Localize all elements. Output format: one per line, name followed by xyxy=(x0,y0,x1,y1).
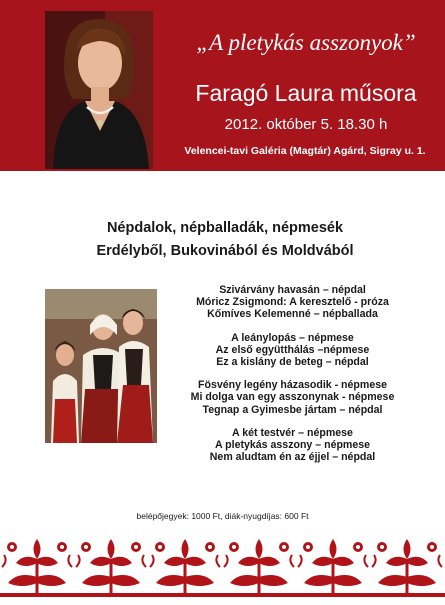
program-group xyxy=(160,379,425,416)
performer-title: Faragó Laura műsora xyxy=(195,80,417,106)
program-group xyxy=(160,284,425,321)
program-list xyxy=(160,284,425,474)
program-item: Móricz Zsigmond: A keresztelő - próza xyxy=(196,296,389,309)
embroidery-border xyxy=(0,533,445,600)
program-group xyxy=(160,332,425,369)
program-item: A pletykás asszony – népmese xyxy=(214,439,371,452)
program-group xyxy=(160,427,425,464)
subtitle-line-2: Erdélyből, Bukovinából és Moldvából xyxy=(96,243,354,259)
program-item: Nem aludtam én az éjjel – népdal xyxy=(209,451,376,464)
program-item: Ez a kislány de beteg – népdal xyxy=(216,356,369,369)
header-banner xyxy=(0,0,445,171)
folk-costume-photo xyxy=(45,289,157,443)
program-item: Kőmíves Kelemenné – népballada xyxy=(207,308,378,321)
program-item: Az első együtthálás –népmese xyxy=(215,343,370,356)
subtitle-line-1: Népdalok, népballadák, népmesék xyxy=(106,220,344,236)
event-tagline: „A pletykás asszonyok” xyxy=(196,30,416,55)
program-item: Tegnap a Gyimesbe jártam – népdal xyxy=(202,403,383,416)
ticket-prices: belépőjegyek: 1000 Ft, diák-nyugdíjas: 600 Ft xyxy=(136,511,309,521)
program-item: A leánylopás – népmese xyxy=(231,331,354,344)
performer-portrait xyxy=(45,11,153,169)
event-venue: Velencei-tavi Galéria (Magtár) Agárd, Sigray u. 1. xyxy=(184,145,426,157)
event-datetime: 2012. október 5. 18.30 h xyxy=(224,116,388,133)
program-item: Szivárvány havasán – népdal xyxy=(219,284,366,296)
program-item: Fösvény legény házasodik - népmese xyxy=(198,379,387,392)
program-item: A két testvér – népmese xyxy=(232,426,353,439)
program-item: Mi dolga van egy asszonynak - népmese xyxy=(190,391,395,404)
